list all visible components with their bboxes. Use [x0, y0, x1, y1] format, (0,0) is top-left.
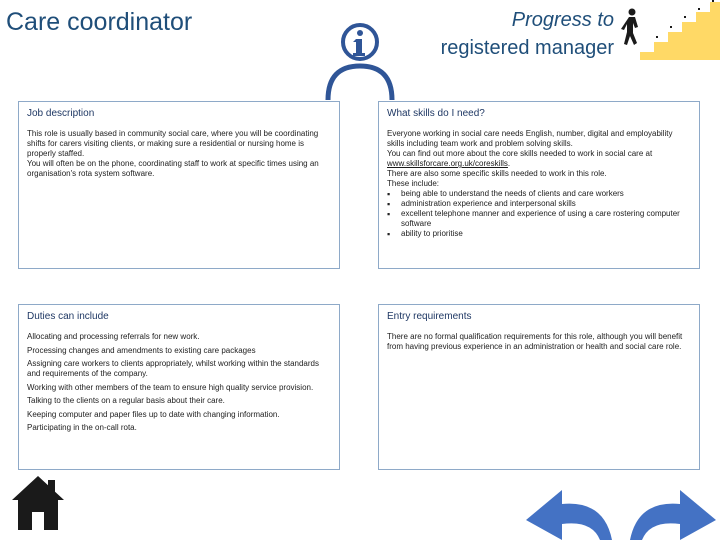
skills-paragraph-2-prefix: You can find out more about the core skills needed to work in social care at	[387, 149, 653, 158]
duty-line: Processing changes and amendments to existing care packages	[27, 345, 256, 355]
list-item: ▪ excellent telephone manner and experience of using a care rostering computer software	[387, 209, 691, 229]
job-description-paragraph-1: This role is usually based in community social care, where you will be coordinating shifts for carers visiting clients, or making sure a residential or nursing home is properly staffed.	[27, 129, 319, 158]
duty-line: Working with other members of the team to ensure high quality service provision.	[27, 382, 314, 392]
skills-paragraph-2	[387, 149, 691, 169]
core-skills-link[interactable]: www.skillsforcare.org.uk/coreskills	[387, 159, 508, 168]
skills-paragraph-2-suffix: .	[507, 159, 511, 168]
skills-heading: What skills do I need?	[387, 108, 485, 119]
duty-line: Participating in the on-call rota.	[27, 423, 137, 432]
stairs-progress-icon	[620, 0, 720, 60]
duty-line: Assigning care workers to clients appropriately, whilst working within the standards and requirements of the company.	[27, 359, 319, 378]
progress-line1: Progress to	[511, 9, 614, 31]
job-description-paragraph-2: You will often be on the phone, coordinating staff to work at specific times using an organisation's rota system software.	[27, 159, 319, 178]
list-item: ▪ being able to understand the needs of clients and care workers	[387, 189, 691, 199]
entry-requirements-panel	[378, 304, 700, 470]
duty-line: Talking to the clients on a regular basis about their care.	[27, 396, 225, 405]
home-icon[interactable]	[10, 474, 66, 532]
duty-line: Allocating and processing referrals for new work.	[27, 332, 200, 341]
back-arrow-icon[interactable]	[526, 490, 612, 540]
skills-paragraph-3: There are also some specific skills needed to work in this role.	[387, 169, 607, 178]
entry-requirements-paragraph: There are no formal qualification requirements for this role, although you will benefit from having previous experience in an administration or health and social care role.	[387, 332, 683, 351]
page-title: Care coordinator	[6, 8, 193, 36]
duties-heading: Duties can include	[27, 311, 109, 322]
progress-heading	[354, 6, 614, 62]
progress-line2: registered manager	[440, 37, 614, 59]
duties-panel	[18, 304, 340, 470]
list-item: ▪ administration experience and interpersonal skills	[387, 199, 691, 209]
entry-requirements-heading: Entry requirements	[387, 311, 472, 322]
navigation-arrows	[522, 480, 720, 540]
job-description-heading: Job description	[27, 108, 95, 119]
list-item: ▪ ability to prioritise	[387, 229, 691, 239]
skills-paragraph-1: Everyone working in social care needs English, number, digital and employability skills including team work and problem solving skills.	[387, 129, 673, 148]
skills-paragraph-4: These include:	[387, 179, 440, 188]
skills-list	[387, 189, 691, 239]
job-description-panel	[18, 101, 340, 269]
skills-panel	[378, 101, 700, 269]
duty-line: Keeping computer and paper files up to date with changing information.	[27, 409, 280, 419]
forward-arrow-icon[interactable]	[630, 490, 716, 540]
